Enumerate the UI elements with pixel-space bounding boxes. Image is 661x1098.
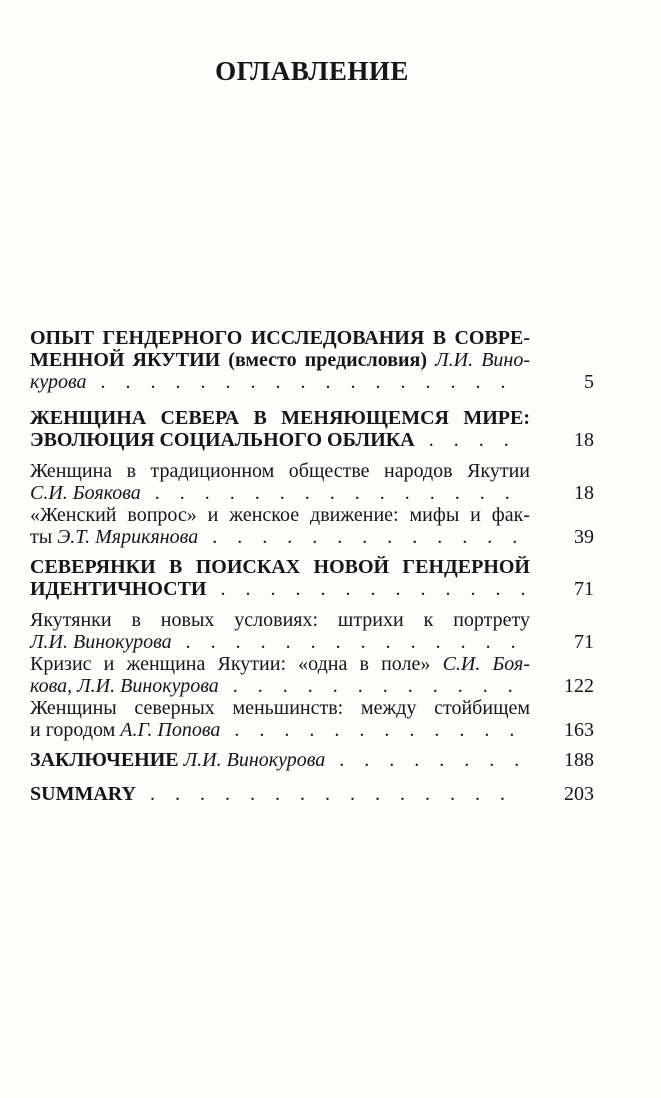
toc-line-text (30, 749, 325, 771)
toc-line (30, 460, 530, 482)
page-number: 188 (564, 749, 594, 771)
toc-line-text (30, 371, 87, 393)
toc-line-text (30, 719, 220, 741)
toc-entry (30, 783, 594, 805)
page-number: 203 (564, 783, 594, 805)
toc-line-text (30, 526, 198, 548)
toc-line (30, 371, 594, 393)
toc-text-segment: ОПЫТ ГЕНДЕРНОГО ИССЛЕДОВАНИЯ В СОВРЕ- (30, 327, 530, 349)
dot-leader (186, 631, 524, 653)
toc-line (30, 749, 594, 771)
page-number: 71 (574, 578, 594, 600)
toc-line (30, 578, 594, 600)
dot-leader (429, 429, 524, 451)
toc-text-segment: Якутянки в новых условиях: штрихи к портрету (30, 609, 530, 631)
toc-line (30, 653, 530, 675)
dot-leader (233, 675, 524, 697)
toc-entry (30, 749, 594, 771)
toc-line-text (30, 675, 219, 697)
toc-entry (30, 504, 594, 548)
toc-entry (30, 653, 594, 697)
toc-text-segment: ты (30, 526, 53, 548)
toc-entry (30, 697, 594, 741)
page-number: 163 (564, 719, 594, 741)
toc-title: ОГЛАВЛЕНИЕ (215, 56, 409, 86)
toc-text-segment: СЕВЕРЯНКИ В ПОИСКАХ НОВОЙ ГЕНДЕРНОЙ (30, 556, 530, 578)
dot-leader (101, 371, 524, 393)
toc-entry (30, 609, 594, 653)
toc-author-segment: кова, Л.И. Винокурова (30, 675, 219, 697)
toc-line (30, 556, 530, 578)
toc-author-segment: С.И. Боякова (30, 482, 141, 504)
toc-line (30, 609, 530, 631)
dot-leader (220, 578, 524, 600)
dot-leader (150, 783, 524, 805)
toc-text-segment: Женщины северных меньшинств: между стойбищем (30, 697, 530, 719)
toc-line (30, 327, 530, 349)
toc-text-segment: МЕННОЙ ЯКУТИИ (вместо предисловия) (30, 349, 428, 371)
toc-line (30, 504, 530, 526)
toc-text-segment: ЭВОЛЮЦИЯ СОЦИАЛЬНОГО ОБЛИКА (30, 429, 415, 451)
toc-line (30, 675, 594, 697)
toc-line-text (30, 429, 415, 451)
toc-line (30, 719, 594, 741)
toc-author-segment: С.И. Боя- (442, 653, 530, 675)
toc-text-segment: Женщина в традиционном обществе народов Якутии (30, 460, 530, 482)
toc-text-segment: «Женский вопрос» и женское движение: мифы и фак- (30, 504, 530, 526)
toc-text-segment: SUMMARY (30, 783, 136, 805)
toc-entry (30, 460, 594, 504)
toc-list (30, 327, 594, 805)
page-number: 5 (584, 371, 594, 393)
toc-entry (30, 327, 594, 393)
page-number: 39 (574, 526, 594, 548)
toc-entry (30, 407, 594, 451)
toc-line (30, 407, 530, 429)
toc-line (30, 631, 594, 653)
toc-author-segment: Э.Т. Мярикянова (57, 526, 199, 548)
toc-author-segment: Л.И. Винокурова (183, 749, 326, 771)
toc-line (30, 349, 530, 371)
page-number: 71 (574, 631, 594, 653)
toc-line (30, 429, 594, 451)
page-number: 122 (564, 675, 594, 697)
dot-leader (212, 526, 524, 548)
toc-line-text (30, 631, 172, 653)
toc-line (30, 783, 594, 805)
toc-line-text (30, 482, 141, 504)
toc-line (30, 482, 594, 504)
toc-line (30, 526, 594, 548)
dot-leader (339, 749, 524, 771)
toc-author-segment: Л.И. Вино- (435, 349, 530, 371)
toc-author-segment: А.Г. Попова (120, 719, 221, 741)
page-number: 18 (574, 482, 594, 504)
toc-text-segment: ЖЕНЩИНА СЕВЕРА В МЕНЯЮЩЕМСЯ МИРЕ: (30, 407, 530, 429)
toc-author-segment: Л.И. Винокурова (30, 631, 172, 653)
page-number: 18 (574, 429, 594, 451)
toc-text-segment: Кризис и женщина Якутии: «одна в поле» (30, 653, 431, 675)
toc-text-segment: и городом (30, 719, 116, 741)
dot-leader (234, 719, 524, 741)
dot-leader (155, 482, 524, 504)
toc-entry (30, 556, 594, 600)
toc-line-text (30, 783, 136, 805)
toc-text-segment: ИДЕНТИЧНОСТИ (30, 578, 207, 600)
toc-line-text (30, 578, 206, 600)
toc-text-segment: ЗАКЛЮЧЕНИЕ (30, 749, 179, 771)
toc-line (30, 697, 530, 719)
toc-author-segment: курова (30, 371, 87, 393)
